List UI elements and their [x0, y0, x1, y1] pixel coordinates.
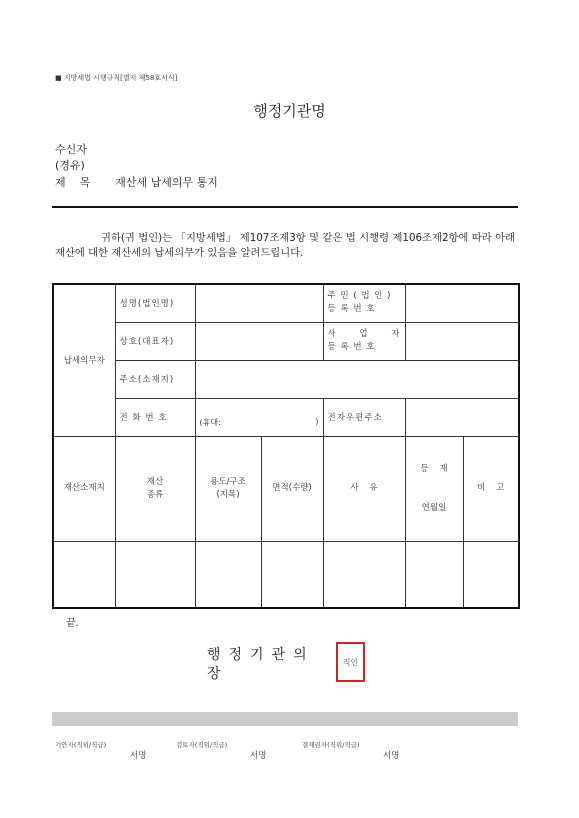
- drafter-sign: 서명: [130, 751, 147, 761]
- mobile-open: (휴대:: [199, 417, 221, 427]
- approver-label: 결재권자(직위/직급): [302, 741, 360, 749]
- official-seal: [336, 642, 365, 682]
- col-header-property-type: 재산 종류: [115, 436, 195, 541]
- taxpayer-header: 납세의무자: [53, 284, 115, 436]
- gray-band: [52, 712, 518, 726]
- reg-no-label: 주 민 ( 법 인 ) 등 록 번 호: [323, 284, 405, 322]
- cell-remarks[interactable]: [463, 541, 519, 608]
- reviewer-sign: 서명: [250, 751, 267, 761]
- col-header-reason: 사 유: [323, 436, 405, 541]
- col-header-area: 면적(수량): [261, 436, 323, 541]
- col-header-registration-date: 등 재 연월일: [405, 436, 463, 541]
- name-label: 성명(법인명): [115, 284, 195, 322]
- seal-text: 직인: [342, 657, 359, 667]
- recipient-label: 수신자: [55, 143, 87, 156]
- reg-no-field[interactable]: [405, 284, 519, 322]
- agency-title: 행정기관명: [253, 102, 326, 120]
- agency-head: 행정기관의장: [207, 647, 315, 682]
- bullet-icon: ■: [55, 74, 62, 82]
- via-label: (경유): [55, 159, 85, 172]
- divider-line: [52, 206, 518, 208]
- notice-body: [55, 231, 515, 261]
- name-field[interactable]: [195, 284, 323, 322]
- biz-no-label: 사 업 자 등 록 번 호: [323, 322, 405, 360]
- phone-label: 전 화 번 호: [115, 398, 195, 436]
- cell-reason[interactable]: [323, 541, 405, 608]
- subject-label: 제 목: [55, 176, 91, 189]
- address-label: 주소(소재지): [115, 360, 195, 398]
- notice-body-text: 귀하(귀 법인)는 「지방세법」 제107조제3항 및 같은 법 시행령 제106조제2항에 따라 아래 재산에 대한 재산세의 납세의무가 있음을 알려드립니다.: [55, 232, 515, 259]
- subject-row: [55, 174, 218, 190]
- business-name-label: 상호(대표자): [115, 322, 195, 360]
- biz-no-field[interactable]: [405, 322, 519, 360]
- reviewer-label: 검토자(직위/직급): [176, 741, 228, 749]
- taxpayer-property-table: [52, 283, 520, 609]
- col-header-usage-structure: 용도/구조 (지목): [195, 436, 261, 541]
- cell-location[interactable]: [53, 541, 115, 608]
- cell-property-type[interactable]: [115, 541, 195, 608]
- col-header-location: 재산소재지: [53, 436, 115, 541]
- form-reference: [55, 73, 177, 83]
- cell-area[interactable]: [261, 541, 323, 608]
- business-name-field[interactable]: [195, 322, 323, 360]
- drafter-label: 기안자(직위/직급): [55, 741, 107, 749]
- address-field[interactable]: [195, 360, 519, 398]
- email-label: 전자우편주소: [323, 398, 405, 436]
- mobile-close: ): [315, 416, 319, 426]
- end-mark: 끝.: [66, 618, 79, 629]
- cell-registration-date[interactable]: [405, 541, 463, 608]
- email-field[interactable]: [405, 398, 519, 436]
- form-reference-text: 지방세법 시행규칙[별지 제58호서식]: [63, 74, 178, 82]
- subject-text: 재산세 납세의무 통지: [115, 176, 218, 189]
- col-header-remarks: 비 고: [463, 436, 519, 541]
- cell-usage-structure[interactable]: [195, 541, 261, 608]
- phone-field[interactable]: [195, 398, 323, 436]
- approver-sign: 서명: [383, 751, 400, 761]
